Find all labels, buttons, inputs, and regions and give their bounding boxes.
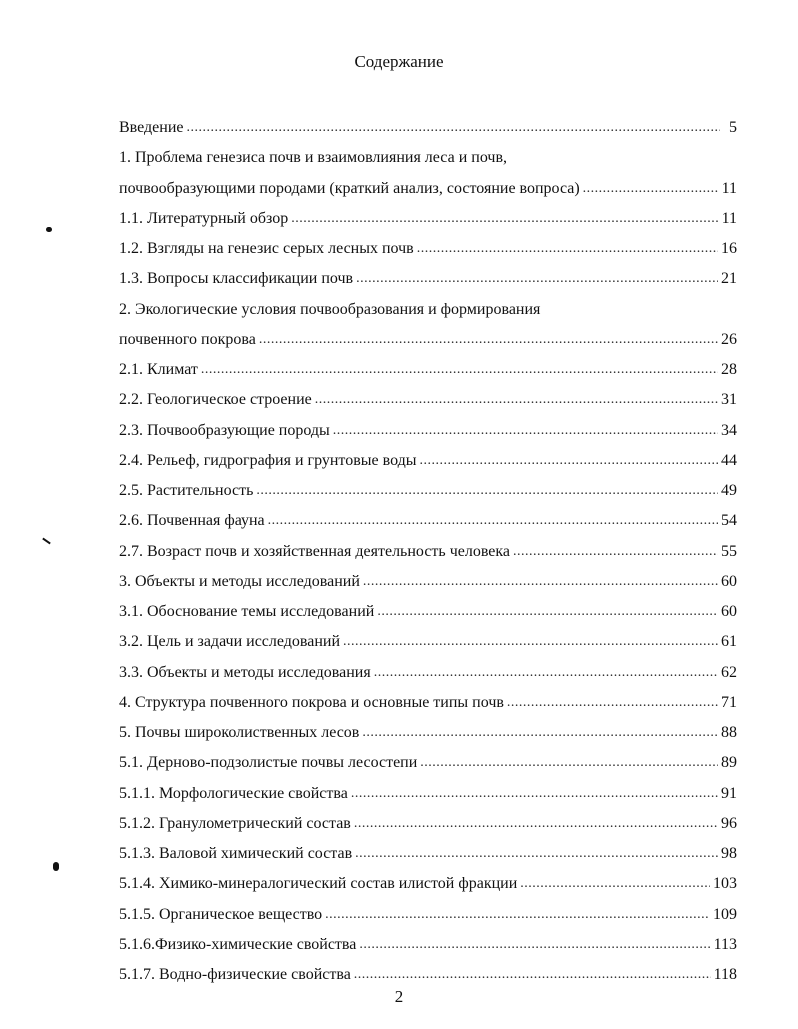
dot-leader bbox=[363, 572, 718, 592]
toc-entry bbox=[119, 688, 737, 718]
toc-entry-label: 2.4. Рельеф, гидрография и грунтовые воды bbox=[119, 451, 417, 469]
dot-leader bbox=[201, 360, 718, 380]
dot-leader bbox=[333, 421, 718, 441]
toc-entry-label: 5.1.3. Валовой химический состав bbox=[119, 845, 353, 863]
dot-leader bbox=[417, 239, 718, 259]
toc-entry-page: 5 bbox=[729, 119, 737, 137]
toc-entry-label: 2.6. Почвенная фауна bbox=[119, 512, 265, 530]
toc-entry bbox=[119, 930, 737, 960]
dot-leader bbox=[362, 723, 718, 743]
dot-leader bbox=[187, 118, 721, 138]
dot-leader bbox=[351, 784, 718, 804]
toc-entry bbox=[119, 264, 737, 294]
toc-entry bbox=[119, 779, 737, 809]
toc-entry-page: 26 bbox=[721, 330, 737, 348]
dot-leader bbox=[291, 209, 718, 229]
toc-entry-label: 5.1.6.Физико-химические свойства bbox=[119, 935, 357, 953]
toc-entry bbox=[119, 809, 737, 839]
toc-entry-label: 5.1.4. Химико-минералогический состав илистой фракции bbox=[119, 875, 518, 893]
toc-entry bbox=[119, 658, 737, 688]
toc-entry-page: 31 bbox=[721, 391, 737, 409]
dot-leader bbox=[583, 179, 719, 199]
toc-entry-page: 21 bbox=[721, 270, 737, 288]
dot-leader bbox=[268, 511, 718, 531]
dot-leader bbox=[420, 451, 719, 471]
toc-entry bbox=[119, 234, 737, 264]
toc-entry-page: 91 bbox=[721, 784, 737, 802]
dot-leader bbox=[507, 693, 718, 713]
toc-entry bbox=[119, 113, 737, 143]
toc-entry-label: 2.1. Климат bbox=[119, 361, 198, 379]
dot-leader bbox=[343, 632, 718, 652]
toc-entry bbox=[119, 174, 737, 204]
dot-leader bbox=[420, 753, 718, 773]
toc-entry-label: 3.2. Цель и задачи исследований bbox=[119, 633, 341, 651]
scan-speck bbox=[53, 862, 59, 871]
toc-entry-label: 1. Проблема генезиса почв и взаимовлияния леса и почв, bbox=[119, 149, 507, 167]
toc-entry-page: 61 bbox=[721, 633, 737, 651]
toc-entry-page: 96 bbox=[721, 814, 737, 832]
dot-leader bbox=[355, 844, 718, 864]
toc-entry bbox=[119, 900, 737, 930]
toc-entry-label: 3. Объекты и методы исследований bbox=[119, 572, 360, 590]
toc-entry-page: 89 bbox=[721, 754, 737, 772]
toc-entry bbox=[119, 748, 737, 778]
toc-entry bbox=[119, 416, 737, 446]
dot-leader bbox=[377, 602, 718, 622]
toc-entry-page: 28 bbox=[721, 361, 737, 379]
scan-speck bbox=[46, 227, 52, 232]
toc-entry bbox=[119, 295, 737, 325]
toc-entry-label: 2.7. Возраст почв и хозяйственная деятельность человека bbox=[119, 542, 511, 560]
toc-entry-page: 60 bbox=[721, 603, 737, 621]
toc-entry-label: почвообразующими породами (краткий анализ, состояние вопроса) bbox=[119, 179, 580, 197]
toc-entry-page: 54 bbox=[721, 512, 737, 530]
dot-leader bbox=[356, 269, 718, 289]
toc-entry-page: 118 bbox=[713, 966, 737, 984]
toc-entry-page: 88 bbox=[721, 724, 737, 742]
toc-entry-page: 109 bbox=[713, 905, 737, 923]
toc-entry-page: 98 bbox=[721, 845, 737, 863]
dot-leader bbox=[354, 965, 711, 985]
page-title: Содержание bbox=[354, 52, 444, 71]
dot-leader bbox=[374, 663, 718, 683]
toc-entry-page: 60 bbox=[721, 572, 737, 590]
dot-leader bbox=[259, 330, 718, 350]
toc-entry bbox=[119, 204, 737, 234]
toc-entry bbox=[119, 506, 737, 536]
toc-entry-label: 3.1. Обоснование темы исследований bbox=[119, 603, 375, 621]
toc-entry-page: 16 bbox=[721, 240, 737, 258]
toc-entry-label: 2.5. Растительность bbox=[119, 482, 254, 500]
toc-entry-page: 55 bbox=[721, 542, 737, 560]
toc-entry-page: 49 bbox=[721, 482, 737, 500]
dot-leader bbox=[315, 390, 718, 410]
toc-entry bbox=[119, 960, 737, 990]
toc-entry-label: 2. Экологические условия почвообразования и формирования bbox=[119, 300, 541, 318]
page-number: 2 bbox=[394, 987, 404, 1006]
toc-entry bbox=[119, 476, 737, 506]
dot-leader bbox=[256, 481, 718, 501]
toc-entry-page: 34 bbox=[721, 421, 737, 439]
toc-entry-label: Введение bbox=[119, 119, 184, 137]
toc-entry-label: 5.1.1. Морфологические свойства bbox=[119, 784, 348, 802]
toc-entry bbox=[119, 355, 737, 385]
toc-entry-label: 1.3. Вопросы классификации почв bbox=[119, 270, 354, 288]
toc-entry bbox=[119, 385, 737, 415]
toc-entry-label: 5.1.2. Гранулометрический состав bbox=[119, 814, 351, 832]
dot-leader bbox=[513, 542, 718, 562]
toc-entry-label: 3.3. Объекты и методы исследования bbox=[119, 663, 371, 681]
dot-leader bbox=[520, 874, 710, 894]
toc-entry bbox=[119, 627, 737, 657]
toc-entry-label: 5.1.5. Органическое вещество bbox=[119, 905, 323, 923]
toc-entry bbox=[119, 567, 737, 597]
toc-entry bbox=[119, 597, 737, 627]
toc-entry-label: 5. Почвы широколиственных лесов bbox=[119, 724, 360, 742]
dot-leader bbox=[325, 905, 710, 925]
toc-entry-label: 2.2. Геологическое строение bbox=[119, 391, 312, 409]
toc-entry bbox=[119, 143, 737, 173]
toc-entry-page: 113 bbox=[713, 935, 737, 953]
toc-entry-label: почвенного покрова bbox=[119, 330, 256, 348]
toc-entry bbox=[119, 325, 737, 355]
toc-entry bbox=[119, 537, 737, 567]
toc-entry-page: 103 bbox=[713, 875, 737, 893]
table-of-contents bbox=[119, 113, 737, 990]
toc-entry-label: 5.1.7. Водно-физические свойства bbox=[119, 966, 351, 984]
toc-entry-label: 5.1. Дерново-подзолистые почвы лесостепи bbox=[119, 754, 418, 772]
toc-entry-label: 4. Структура почвенного покрова и основные типы почв bbox=[119, 693, 504, 711]
dot-leader bbox=[359, 935, 710, 955]
toc-entry-page: 11 bbox=[721, 209, 737, 227]
toc-entry bbox=[119, 446, 737, 476]
toc-entry-label: 1.1. Литературный обзор bbox=[119, 209, 289, 227]
toc-entry-label: 2.3. Почвообразующие породы bbox=[119, 421, 330, 439]
toc-entry-page: 11 bbox=[721, 179, 737, 197]
toc-entry bbox=[119, 718, 737, 748]
toc-entry bbox=[119, 839, 737, 869]
toc-entry bbox=[119, 869, 737, 899]
toc-entry-label: 1.2. Взгляды на генезис серых лесных почв bbox=[119, 240, 414, 258]
toc-entry-page: 71 bbox=[721, 693, 737, 711]
toc-entry-page: 62 bbox=[721, 663, 737, 681]
toc-entry-page: 44 bbox=[721, 451, 737, 469]
scan-speck bbox=[42, 538, 51, 545]
dot-leader bbox=[354, 814, 718, 834]
